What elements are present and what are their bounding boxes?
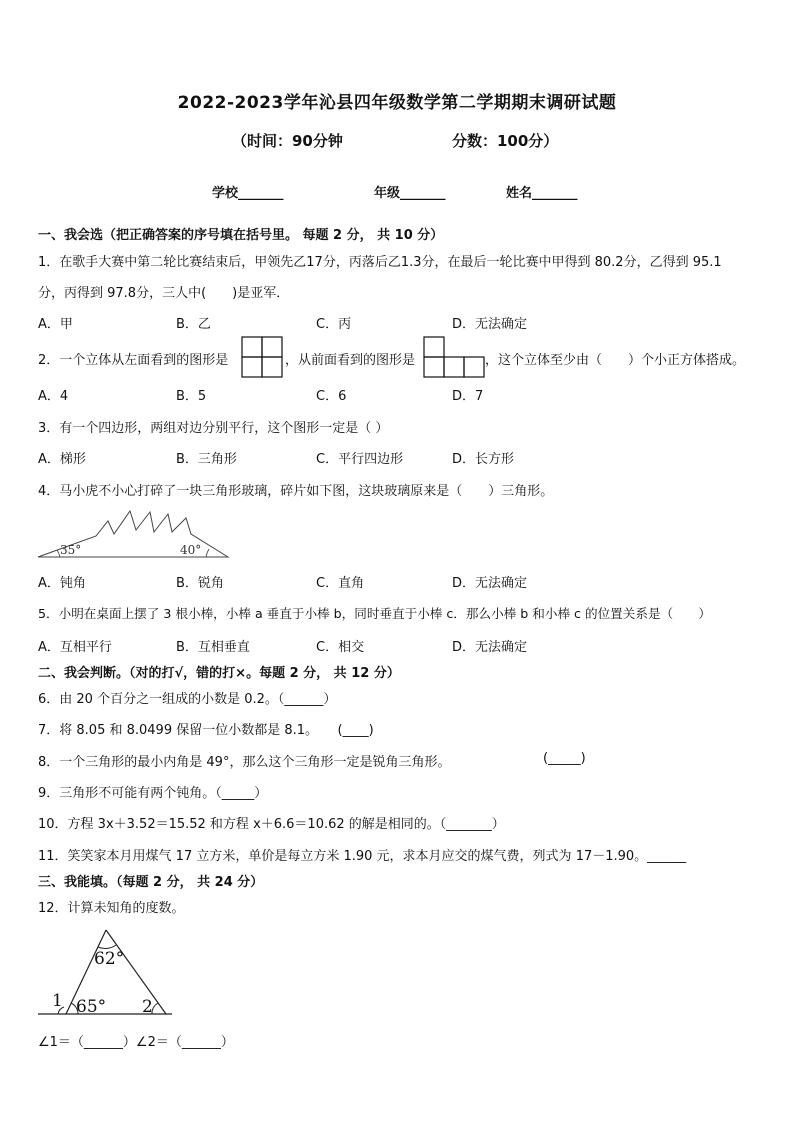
q2-text-part3: ，这个立体至少由（ ）个小正方体搭成。 bbox=[485, 353, 746, 368]
q2-text-part2: ，从前面看到的图形是 bbox=[285, 353, 416, 368]
section1-heading: 一、我会选（把正确答案的序号填在括号里。 每题 2 分， 共 10 分） bbox=[38, 228, 444, 243]
q3-option-b: B．三角形 bbox=[176, 452, 237, 467]
q12-text: 12．计算未知角的度数。 bbox=[38, 901, 185, 916]
exam-time: （时间：90分钟 bbox=[232, 132, 343, 150]
section3-heading: 三、我能填。（每题 2 分， 共 24 分） bbox=[38, 875, 264, 890]
angle-35-label: 35° bbox=[60, 543, 82, 557]
q1-option-b: B．乙 bbox=[176, 317, 211, 332]
broken-glass-figure bbox=[36, 506, 230, 562]
name-field: 姓名_______ bbox=[506, 186, 578, 201]
q4-text: 4．马小虎不小心打碎了一块三角形玻璃，碎片如下图，这块玻璃原来是（ ）三角形。 bbox=[38, 484, 554, 499]
triangle-figure bbox=[38, 926, 172, 1018]
q5-option-b: B．互相垂直 bbox=[176, 640, 250, 655]
q1-line2: 分，丙得到 97.8分，三人中( )是亚军． bbox=[38, 286, 290, 301]
q3-option-c: C．平行四边形 bbox=[316, 452, 404, 467]
q2-text-part1: 2．一个立体从左面看到的图形是 bbox=[38, 353, 229, 368]
q5-option-d: D．无法确定 bbox=[452, 640, 528, 655]
q2-option-c: C．6 bbox=[316, 389, 347, 404]
q3-option-d: D．长方形 bbox=[452, 452, 515, 467]
angle-1-label: 1 bbox=[52, 991, 63, 1011]
q2-option-a: A．4 bbox=[38, 389, 69, 404]
school-field: 学校_______ bbox=[212, 186, 284, 201]
q9-text: 9．三角形不可能有两个钝角。（_____） bbox=[38, 786, 268, 801]
q8-answer-blank: (_____) bbox=[543, 751, 586, 766]
q4-option-c: C．直角 bbox=[316, 576, 365, 591]
q8-text: 8．一个三角形的最小内角是 49°，那么这个三角形一定是锐角三角形。 bbox=[38, 755, 451, 770]
q12-answer: ∠1＝（______）∠2＝（______） bbox=[38, 1035, 234, 1050]
front-view-figure bbox=[423, 336, 485, 378]
q5-option-c: C．相交 bbox=[316, 640, 365, 655]
q1-option-a: A．甲 bbox=[38, 317, 73, 332]
q2-option-d: D．7 bbox=[452, 389, 484, 404]
q1-line1: 1．在歌手大赛中第二轮比赛结束后，甲领先乙17分，丙落后乙1.3分，在最后一轮比赛中甲得到 80.2分，乙得到 95.1 bbox=[38, 255, 722, 270]
section2-heading: 二、我会判断。（对的打√，错的打×。每题 2 分， 共 12 分） bbox=[38, 666, 400, 681]
exam-score: 分数：100分） bbox=[452, 132, 559, 150]
q3-text: 3．有一个四边形，两组对边分别平行，这个图形一定是（ ） bbox=[38, 421, 389, 436]
q2-option-b: B．5 bbox=[176, 389, 207, 404]
exam-title: 2022-2023学年沁县四年级数学第二学期期末调研试题 bbox=[177, 93, 617, 113]
q10-text: 10．方程 3x＋3.52＝15.52 和方程 x＋6.6＝10.62 的解是相同的。（_______） bbox=[38, 817, 505, 832]
angle-62-label: 62° bbox=[94, 949, 125, 969]
grade-field: 年级_______ bbox=[374, 186, 446, 201]
q6-text: 6．由 20 个百分之一组成的小数是 0.2。（______） bbox=[38, 692, 337, 707]
q11-text: 11．笑笑家本月用煤气 17 立方米，单价是每立方米 1.90 元，求本月应交的煤气费，列式为 17－1.90。______ bbox=[38, 849, 687, 864]
angle-40-label: 40° bbox=[180, 543, 202, 557]
q5-option-a: A．互相平行 bbox=[38, 640, 112, 655]
q1-option-c: C．丙 bbox=[316, 317, 352, 332]
left-view-figure bbox=[241, 336, 283, 378]
q4-option-d: D．无法确定 bbox=[452, 576, 528, 591]
q5-text: 5．小明在桌面上摆了 3 根小棒，小棒 a 垂直于小棒 b，同时垂直于小棒 c．那么小棒 b 和小棒 c 的位置关系是（ ） bbox=[38, 606, 711, 621]
q1-option-d: D．无法确定 bbox=[452, 317, 528, 332]
angle-65-label: 65° bbox=[76, 997, 107, 1017]
q4-option-b: B．锐角 bbox=[176, 576, 224, 591]
q3-option-a: A．梯形 bbox=[38, 452, 86, 467]
q4-option-a: A．钝角 bbox=[38, 576, 86, 591]
angle-2-label: 2 bbox=[142, 997, 153, 1017]
q7-text: 7．将 8.05 和 8.0499 保留一位小数都是 8.1。 (____) bbox=[38, 723, 374, 738]
